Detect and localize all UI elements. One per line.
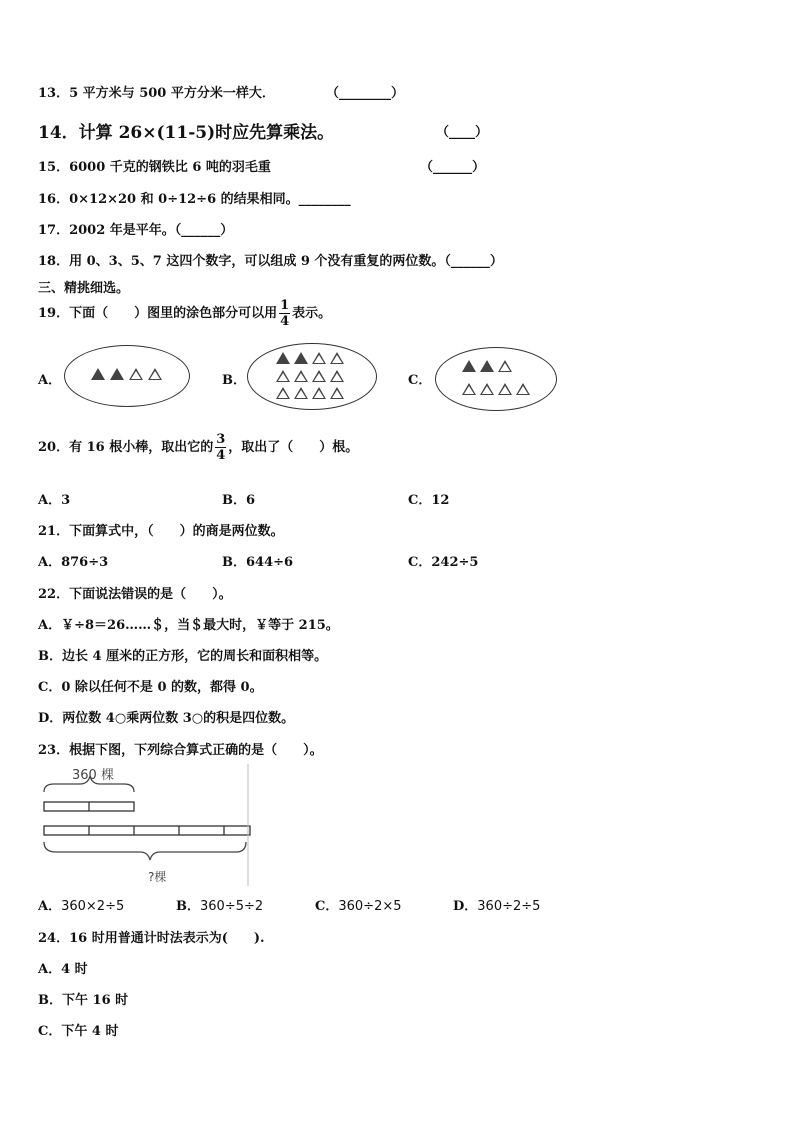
shaded-triangle <box>294 352 308 364</box>
triangle <box>330 352 344 364</box>
question-14 <box>38 118 334 143</box>
question-number: 15． <box>38 160 70 175</box>
option-b[interactable] <box>222 551 293 570</box>
option-c[interactable] <box>38 1020 118 1039</box>
fraction-denominator: 4 <box>216 448 226 463</box>
option-b-label[interactable]: B． <box>222 373 246 388</box>
option-value: 4 时 <box>61 962 88 977</box>
shaded-triangle <box>110 368 124 380</box>
fraction-numerator: 3 <box>216 432 226 447</box>
triangle <box>276 387 290 399</box>
triangle <box>516 383 530 395</box>
question-16 <box>38 188 351 207</box>
option-label: C． <box>408 555 432 570</box>
question-23 <box>38 739 323 758</box>
question-text: 6000 千克的钢铁比 6 吨的羽毛重 <box>69 160 271 175</box>
shaded-triangle <box>462 360 476 372</box>
option-c-figure[interactable] <box>435 347 557 411</box>
triangle <box>129 368 143 380</box>
option-label: D． <box>38 711 63 726</box>
question-number: 17． <box>38 223 70 238</box>
option-a[interactable] <box>38 489 70 508</box>
triangle <box>330 387 344 399</box>
answer-blank[interactable]: （______） <box>420 160 486 175</box>
triangle <box>312 387 326 399</box>
bottom-bar <box>44 826 250 835</box>
option-c[interactable] <box>38 676 263 695</box>
triangle <box>294 370 308 382</box>
question-13 <box>38 82 275 101</box>
fraction <box>215 432 226 463</box>
fraction-denominator: 4 <box>280 314 290 329</box>
option-b[interactable] <box>222 489 255 508</box>
question-18 <box>38 250 503 269</box>
option-label: B． <box>38 649 62 664</box>
question-text: 下面说法错误的是（ ）。 <box>69 587 232 602</box>
triangle <box>462 383 476 395</box>
option-value: 3 <box>61 493 71 508</box>
triangle <box>312 352 326 364</box>
question-text: 下面算式中，（ ）的商是两位数。 <box>69 524 284 539</box>
question-number: 23． <box>38 743 70 758</box>
option-c[interactable] <box>408 489 449 508</box>
question-text: 2002 年是平年。（______） <box>69 223 234 238</box>
option-b[interactable] <box>176 895 263 914</box>
question-text: 根据下图，下列综合算式正确的是（ ）。 <box>69 743 323 758</box>
option-label: C． <box>408 493 432 508</box>
question-number: 13． <box>38 86 70 101</box>
option-label: C． <box>315 899 339 914</box>
triangle <box>294 387 308 399</box>
option-a[interactable] <box>38 614 339 633</box>
option-label: A． <box>38 618 62 633</box>
option-label: B． <box>38 993 62 1008</box>
option-label: B． <box>222 555 246 570</box>
option-d[interactable] <box>38 707 294 726</box>
question-text: 下面（ ）图里的涂色部分可以用 <box>69 306 278 321</box>
option-value: 360÷2÷5 <box>477 899 541 914</box>
option-c[interactable] <box>408 551 478 570</box>
question-15 <box>38 156 271 175</box>
option-value: 360×2÷5 <box>61 899 125 914</box>
shaded-triangle <box>91 368 105 380</box>
question-number: 21． <box>38 524 70 539</box>
option-a-label[interactable]: A． <box>38 373 62 388</box>
answer-blank[interactable]: （____） <box>436 125 489 140</box>
line-segment-diagram <box>40 762 252 888</box>
question-number: 24． <box>38 931 70 946</box>
option-value: 644÷6 <box>246 555 294 570</box>
option-value: ￥÷8＝26……＄，当＄最大时，￥等于 215。 <box>61 618 339 633</box>
option-label: B． <box>176 899 200 914</box>
question-text: 有 16 根小棒，取出它的 <box>69 440 214 455</box>
question-21 <box>38 520 284 539</box>
question-text: 计算 26×(11-5)时应先算乘法。 <box>78 123 335 143</box>
triangle <box>330 370 344 382</box>
question-number: 16． <box>38 192 70 207</box>
option-label: B． <box>222 493 246 508</box>
question-number: 19． <box>38 306 70 321</box>
option-label: C． <box>38 1024 62 1039</box>
triangle <box>148 368 162 380</box>
option-value: 876÷3 <box>61 555 109 570</box>
question-24 <box>38 927 265 946</box>
option-value: 360÷2×5 <box>338 899 402 914</box>
question-text: 5 平方米与 500 平方分米一样大． <box>69 86 275 101</box>
option-a[interactable] <box>38 958 88 977</box>
option-label: A． <box>38 899 62 914</box>
option-value: 下午 4 时 <box>61 1024 119 1039</box>
question-19 <box>38 298 331 329</box>
diagram-top-label: 360 棵 <box>72 768 114 783</box>
question-20 <box>38 432 358 463</box>
question-text: 用 0、3、5、7 这四个数字，可以组成 9 个没有重复的两位数。（______） <box>69 254 503 269</box>
option-label: A． <box>38 493 62 508</box>
question-number: 14． <box>38 123 79 143</box>
option-label: D． <box>453 899 478 914</box>
option-b-figure[interactable] <box>247 343 377 410</box>
option-d[interactable] <box>453 895 540 914</box>
option-value: 两位数 4○乘两位数 3○的积是四位数。 <box>62 711 295 726</box>
option-value: 边长 4 厘米的正方形，它的周长和面积相等。 <box>62 649 328 664</box>
section-heading: 三、精挑细选。 <box>38 281 130 296</box>
triangle <box>480 383 494 395</box>
option-c[interactable] <box>315 895 402 914</box>
question-number: 20． <box>38 440 70 455</box>
question-number: 18． <box>38 254 70 269</box>
option-label: A． <box>38 962 62 977</box>
fraction <box>279 298 290 329</box>
option-label: A． <box>38 555 62 570</box>
question-text: 0×12×20 和 0÷12÷6 的结果相同。________ <box>69 192 351 207</box>
option-c-label[interactable]: C． <box>408 373 432 388</box>
question-text: ，取出了（ ）根。 <box>228 440 359 455</box>
shaded-triangle <box>276 352 290 364</box>
question-text: 16 时用普通计时法表示为( ). <box>69 931 265 946</box>
option-a[interactable] <box>38 895 124 914</box>
option-a-figure[interactable] <box>64 345 190 407</box>
triangle <box>312 370 326 382</box>
triangle <box>498 383 512 395</box>
diagram-bottom-label: ?棵 <box>148 870 167 884</box>
option-value: 242÷5 <box>431 555 479 570</box>
question-text: 表示。 <box>292 306 332 321</box>
option-b[interactable] <box>38 989 128 1008</box>
question-17 <box>38 219 233 238</box>
option-value: 下午 16 时 <box>62 993 129 1008</box>
question-22 <box>38 583 232 602</box>
option-value: 0 除以任何不是 0 的数，都得 0。 <box>61 680 263 695</box>
option-label: C． <box>38 680 62 695</box>
option-value: 12 <box>431 493 450 508</box>
question-number: 22． <box>38 587 70 602</box>
option-a[interactable] <box>38 551 108 570</box>
bottom-brace <box>44 842 246 860</box>
option-b[interactable] <box>38 645 327 664</box>
option-value: 6 <box>246 493 256 508</box>
answer-blank[interactable]: （________） <box>326 86 405 101</box>
triangle <box>498 360 512 372</box>
shaded-triangle <box>480 360 494 372</box>
triangle <box>276 370 290 382</box>
option-value: 360÷5÷2 <box>200 899 264 914</box>
fraction-numerator: 1 <box>280 298 290 313</box>
